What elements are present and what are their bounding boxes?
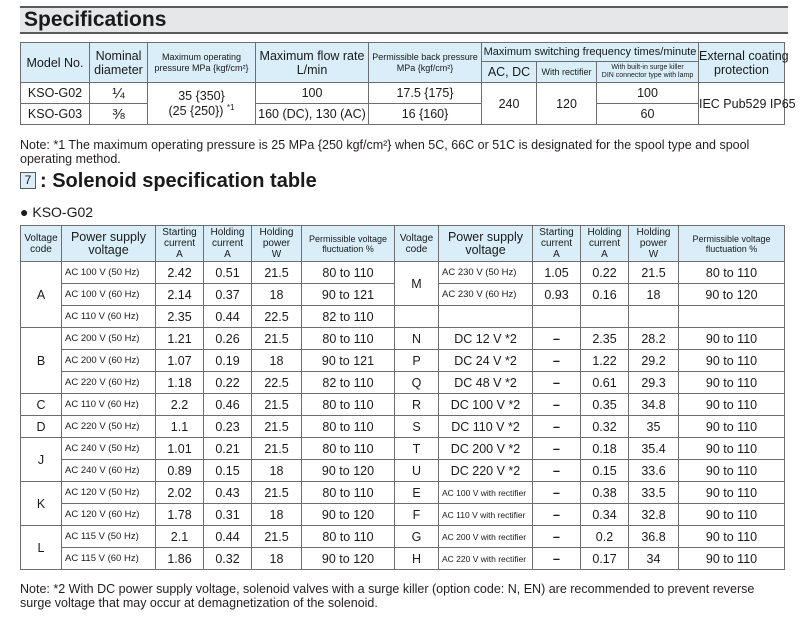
header-starting-current: Starting current A xyxy=(156,226,204,262)
header-holding-current: Holding current A xyxy=(204,226,252,262)
fluctuation-cell xyxy=(679,306,785,328)
starting-current-cell: 1.07 xyxy=(156,350,204,372)
header-switching-frequency: Maximum switching frequency times/minute xyxy=(482,43,699,62)
power-supply-cell: AC 220 V with rectifier xyxy=(439,548,533,570)
spec-row xyxy=(21,104,785,125)
header-max-operating-pressure: Maximum operating pressure MPa {kgf/cm²} xyxy=(148,43,256,83)
note-2: Note: *2 With DC power supply voltage, solenoid valves with a surge killer (option code: N, EN) are recommended to prevent reverse surge voltage that may occur at demagnetization of the solenoid. xyxy=(20,582,755,610)
holding-power-cell: 32.8 xyxy=(629,504,679,526)
diameter-cell: ⅜ xyxy=(90,104,148,125)
power-supply-cell: AC 115 V (60 Hz) xyxy=(62,548,156,570)
table-row xyxy=(21,460,785,482)
voltage-code-cell: F xyxy=(395,504,439,526)
holding-current-cell: 0.51 xyxy=(204,262,252,284)
starting-current-cell: 1.78 xyxy=(156,504,204,526)
rectifier-cell: 120 xyxy=(537,83,597,125)
holding-current-cell: 0.21 xyxy=(204,438,252,460)
holding-power-cell: 21.5 xyxy=(252,262,302,284)
fluctuation-cell: 90 to 110 xyxy=(679,394,785,416)
table-row xyxy=(21,328,785,350)
model-cell: KSO-G03 xyxy=(21,104,90,125)
fluctuation-cell: 90 to 110 xyxy=(679,482,785,504)
header-nominal-diameter: Nominal diameter xyxy=(90,43,148,83)
starting-current-cell: 1.86 xyxy=(156,548,204,570)
voltage-code-cell: L xyxy=(21,526,62,570)
surge-killer-cell: 100 xyxy=(597,83,699,104)
starting-current-cell: 0.89 xyxy=(156,460,204,482)
holding-power-cell: 18 xyxy=(252,548,302,570)
holding-power-cell: 21.5 xyxy=(252,416,302,438)
starting-current-cell: 2.42 xyxy=(156,262,204,284)
power-supply-cell: AC 100 V with rectifier xyxy=(439,482,533,504)
power-supply-cell: AC 110 V with rectifier xyxy=(439,504,533,526)
holding-current-cell: 0.22 xyxy=(204,372,252,394)
table-row xyxy=(21,438,785,460)
holding-current-cell: 0.2 xyxy=(581,526,629,548)
voltage-code-cell: C xyxy=(21,394,62,416)
solenoid-table xyxy=(20,225,785,570)
power-supply-cell: AC 240 V (50 Hz) xyxy=(62,438,156,460)
starting-current-cell: – xyxy=(533,438,581,460)
power-supply-cell: AC 100 V (60 Hz) xyxy=(62,284,156,306)
header-with-rectifier: With rectifier xyxy=(537,62,597,83)
holding-power-cell: 18 xyxy=(252,284,302,306)
fluctuation-cell: 80 to 110 xyxy=(302,416,395,438)
table-row xyxy=(21,548,785,570)
holding-current-cell: 0.19 xyxy=(204,350,252,372)
ac-dc-cell: 240 xyxy=(482,83,537,125)
holding-power-cell: 21.5 xyxy=(252,328,302,350)
fluctuation-cell: 90 to 120 xyxy=(302,460,395,482)
fluctuation-cell: 90 to 121 xyxy=(302,350,395,372)
fluctuation-cell: 80 to 110 xyxy=(679,262,785,284)
holding-current-cell: 0.44 xyxy=(204,526,252,548)
holding-current-cell: 0.43 xyxy=(204,482,252,504)
holding-current-cell: 0.26 xyxy=(204,328,252,350)
holding-power-cell: 21.5 xyxy=(252,438,302,460)
holding-current-cell: 0.22 xyxy=(581,262,629,284)
power-supply-cell: AC 200 V (50 Hz) xyxy=(62,328,156,350)
surge-killer-cell: 60 xyxy=(597,104,699,125)
holding-power-cell: 28.2 xyxy=(629,328,679,350)
fluctuation-cell: 80 to 110 xyxy=(302,328,395,350)
fluctuation-cell: 80 to 110 xyxy=(302,394,395,416)
bullet-icon: ● xyxy=(20,204,29,220)
voltage-code-cell: T xyxy=(395,438,439,460)
power-supply-cell: DC 12 V *2 xyxy=(439,328,533,350)
starting-current-cell: – xyxy=(533,416,581,438)
header-max-flow-rate: Maximum flow rate L/min xyxy=(256,43,369,83)
power-supply-cell: AC 200 V with rectifier xyxy=(439,526,533,548)
header-power-supply: Power supply voltage xyxy=(439,226,533,262)
voltage-code-cell: H xyxy=(395,548,439,570)
holding-power-cell: 21.5 xyxy=(252,482,302,504)
coating-cell: IEC Pub529 IP65 xyxy=(699,83,785,125)
fluctuation-cell: 90 to 120 xyxy=(302,504,395,526)
table-row xyxy=(21,306,785,328)
spec-row xyxy=(21,83,785,104)
header-fluctuation: Permissible voltage fluctuation % xyxy=(302,226,395,262)
voltage-code-cell: R xyxy=(395,394,439,416)
holding-current-cell: 0.37 xyxy=(204,284,252,306)
fluctuation-cell: 90 to 110 xyxy=(679,328,785,350)
starting-current-cell: 1.21 xyxy=(156,328,204,350)
fluctuation-cell: 90 to 110 xyxy=(679,438,785,460)
back-pressure-cell: 17.5 {175} xyxy=(369,83,482,104)
header-external-coating: External coating protection xyxy=(699,43,785,83)
power-supply-cell: AC 220 V (50 Hz) xyxy=(62,416,156,438)
power-supply-cell: DC 200 V *2 xyxy=(439,438,533,460)
table-row xyxy=(21,416,785,438)
power-supply-cell: DC 24 V *2 xyxy=(439,350,533,372)
holding-power-cell xyxy=(629,306,679,328)
header-voltage-code: Voltage code xyxy=(395,226,439,262)
holding-power-cell: 18 xyxy=(252,460,302,482)
power-supply-cell: AC 120 V (50 Hz) xyxy=(62,482,156,504)
back-pressure-cell: 16 {160} xyxy=(369,104,482,125)
fluctuation-cell: 90 to 110 xyxy=(679,416,785,438)
header-ac-dc: AC, DC xyxy=(482,62,537,83)
starting-current-cell: 1.18 xyxy=(156,372,204,394)
voltage-code-cell: B xyxy=(21,328,62,394)
starting-current-cell: 0.93 xyxy=(533,284,581,306)
starting-current-cell: 1.01 xyxy=(156,438,204,460)
holding-power-cell: 21.5 xyxy=(629,262,679,284)
specifications-title: Specifications xyxy=(24,8,167,31)
holding-current-cell: 0.17 xyxy=(581,548,629,570)
header-with-surge-killer: With built-in surge killer DIN connector type with lamp xyxy=(597,62,699,83)
voltage-code-cell: P xyxy=(395,350,439,372)
holding-current-cell: 0.15 xyxy=(204,460,252,482)
fluctuation-cell: 80 to 110 xyxy=(302,526,395,548)
voltage-code-cell: K xyxy=(21,482,62,526)
starting-current-cell: – xyxy=(533,372,581,394)
power-supply-cell: DC 110 V *2 xyxy=(439,416,533,438)
holding-current-cell: 1.22 xyxy=(581,350,629,372)
fluctuation-cell: 90 to 110 xyxy=(679,460,785,482)
table-row xyxy=(21,504,785,526)
diameter-cell: ¼ xyxy=(90,83,148,104)
fluctuation-cell: 90 to 110 xyxy=(679,504,785,526)
voltage-code-cell: E xyxy=(395,482,439,504)
header-holding-power: Holding power W xyxy=(629,226,679,262)
header-holding-current: Holding current A xyxy=(581,226,629,262)
starting-current-cell: – xyxy=(533,350,581,372)
fluctuation-cell: 80 to 110 xyxy=(302,438,395,460)
voltage-code-cell: G xyxy=(395,526,439,548)
power-supply-cell: AC 220 V (60 Hz) xyxy=(62,372,156,394)
starting-current-cell: 2.02 xyxy=(156,482,204,504)
specifications-table xyxy=(20,42,796,125)
power-supply-cell: DC 220 V *2 xyxy=(439,460,533,482)
power-supply-cell: AC 110 V (60 Hz) xyxy=(62,394,156,416)
fluctuation-cell: 80 to 110 xyxy=(302,262,395,284)
table-row xyxy=(21,262,785,284)
voltage-code-cell: Q xyxy=(395,372,439,394)
starting-current-cell: 2.2 xyxy=(156,394,204,416)
holding-current-cell: 0.61 xyxy=(581,372,629,394)
power-supply-cell xyxy=(439,306,533,328)
header-power-supply: Power supply voltage xyxy=(62,226,156,262)
fluctuation-cell: 82 to 110 xyxy=(302,372,395,394)
holding-power-cell: 18 xyxy=(629,284,679,306)
holding-power-cell: 29.3 xyxy=(629,372,679,394)
power-supply-cell: AC 115 V (50 Hz) xyxy=(62,526,156,548)
starting-current-cell xyxy=(533,306,581,328)
holding-current-cell: 0.44 xyxy=(204,306,252,328)
holding-current-cell: 0.38 xyxy=(581,482,629,504)
holding-power-cell: 35.4 xyxy=(629,438,679,460)
holding-power-cell: 21.5 xyxy=(252,526,302,548)
header-starting-current: Starting current A xyxy=(533,226,581,262)
starting-current-cell: – xyxy=(533,460,581,482)
holding-power-cell: 33.6 xyxy=(629,460,679,482)
fluctuation-cell: 90 to 121 xyxy=(302,284,395,306)
holding-power-cell: 18 xyxy=(252,350,302,372)
voltage-code-cell: J xyxy=(21,438,62,482)
model-label xyxy=(20,204,93,220)
fluctuation-cell: 80 to 110 xyxy=(302,482,395,504)
section-number: 7 xyxy=(20,172,36,189)
power-supply-cell: AC 230 V (60 Hz) xyxy=(439,284,533,306)
holding-current-cell: 0.16 xyxy=(581,284,629,306)
holding-current-cell: 0.18 xyxy=(581,438,629,460)
holding-current-cell xyxy=(581,306,629,328)
power-supply-cell: AC 230 V (50 Hz) xyxy=(439,262,533,284)
power-supply-cell: AC 120 V (60 Hz) xyxy=(62,504,156,526)
voltage-code-cell: N xyxy=(395,328,439,350)
voltage-code-cell: D xyxy=(21,416,62,438)
holding-current-cell: 0.46 xyxy=(204,394,252,416)
holding-power-cell: 22.5 xyxy=(252,306,302,328)
holding-power-cell: 35 xyxy=(629,416,679,438)
voltage-code-cell: M xyxy=(395,262,439,306)
fluctuation-cell: 90 to 110 xyxy=(679,526,785,548)
power-supply-cell: DC 100 V *2 xyxy=(439,394,533,416)
specifications-header xyxy=(20,6,788,34)
starting-current-cell: 2.35 xyxy=(156,306,204,328)
table-row xyxy=(21,372,785,394)
holding-power-cell: 34.8 xyxy=(629,394,679,416)
starting-current-cell: – xyxy=(533,504,581,526)
table-row xyxy=(21,394,785,416)
fluctuation-cell: 90 to 110 xyxy=(679,548,785,570)
holding-power-cell: 21.5 xyxy=(252,394,302,416)
holding-power-cell: 36.8 xyxy=(629,526,679,548)
header-voltage-code: Voltage code xyxy=(21,226,62,262)
power-supply-cell: DC 48 V *2 xyxy=(439,372,533,394)
holding-power-cell: 22.5 xyxy=(252,372,302,394)
fluctuation-cell: 90 to 110 xyxy=(679,350,785,372)
table-row xyxy=(21,350,785,372)
fluctuation-cell: 90 to 120 xyxy=(302,548,395,570)
voltage-code-cell xyxy=(395,306,439,328)
holding-current-cell: 2.35 xyxy=(581,328,629,350)
fluctuation-cell: 90 to 110 xyxy=(679,372,785,394)
holding-power-cell: 33.5 xyxy=(629,482,679,504)
voltage-code-cell: S xyxy=(395,416,439,438)
fluctuation-cell: 82 to 110 xyxy=(302,306,395,328)
fluctuation-cell: 90 to 120 xyxy=(679,284,785,306)
header-model-no: Model No. xyxy=(21,43,90,83)
voltage-code-cell: A xyxy=(21,262,62,328)
holding-current-cell: 0.31 xyxy=(204,504,252,526)
starting-current-cell: – xyxy=(533,482,581,504)
solenoid-title: : Solenoid specification table xyxy=(40,170,317,192)
header-holding-power: Holding power W xyxy=(252,226,302,262)
starting-current-cell: 1.05 xyxy=(533,262,581,284)
starting-current-cell: 2.1 xyxy=(156,526,204,548)
starting-current-cell: 1.1 xyxy=(156,416,204,438)
flow-cell: 100 xyxy=(256,83,369,104)
note-1: Note: *1 The maximum operating pressure is 25 MPa {250 kgf/cm²} when 5C, 66C or 51C is designated for the spool type and spool operating method. xyxy=(20,138,750,166)
pressure-cell: 35 {350} (25 {250}) $^{*1}$ xyxy=(148,83,256,125)
holding-current-cell: 0.34 xyxy=(581,504,629,526)
flow-cell: 160 (DC), 130 (AC) xyxy=(256,104,369,125)
table-row xyxy=(21,482,785,504)
holding-current-cell: 0.32 xyxy=(204,548,252,570)
header-fluctuation: Permissible voltage fluctuation % xyxy=(679,226,785,262)
holding-current-cell: 0.23 xyxy=(204,416,252,438)
power-supply-cell: AC 240 V (60 Hz) xyxy=(62,460,156,482)
table-row xyxy=(21,526,785,548)
holding-power-cell: 29.2 xyxy=(629,350,679,372)
power-supply-cell: AC 200 V (60 Hz) xyxy=(62,350,156,372)
starting-current-cell: – xyxy=(533,548,581,570)
starting-current-cell: 2.14 xyxy=(156,284,204,306)
header-back-pressure: Permissible back pressure MPa {kgf/cm²} xyxy=(369,43,482,83)
holding-current-cell: 0.15 xyxy=(581,460,629,482)
holding-current-cell: 0.32 xyxy=(581,416,629,438)
power-supply-cell: AC 110 V (60 Hz) xyxy=(62,306,156,328)
holding-power-cell: 34 xyxy=(629,548,679,570)
model-cell: KSO-G02 xyxy=(21,83,90,104)
starting-current-cell: – xyxy=(533,394,581,416)
holding-current-cell: 0.35 xyxy=(581,394,629,416)
starting-current-cell: – xyxy=(533,328,581,350)
starting-current-cell: – xyxy=(533,526,581,548)
voltage-code-cell: U xyxy=(395,460,439,482)
model-name: KSO-G02 xyxy=(32,204,94,220)
holding-power-cell: 18 xyxy=(252,504,302,526)
power-supply-cell: AC 100 V (50 Hz) xyxy=(62,262,156,284)
